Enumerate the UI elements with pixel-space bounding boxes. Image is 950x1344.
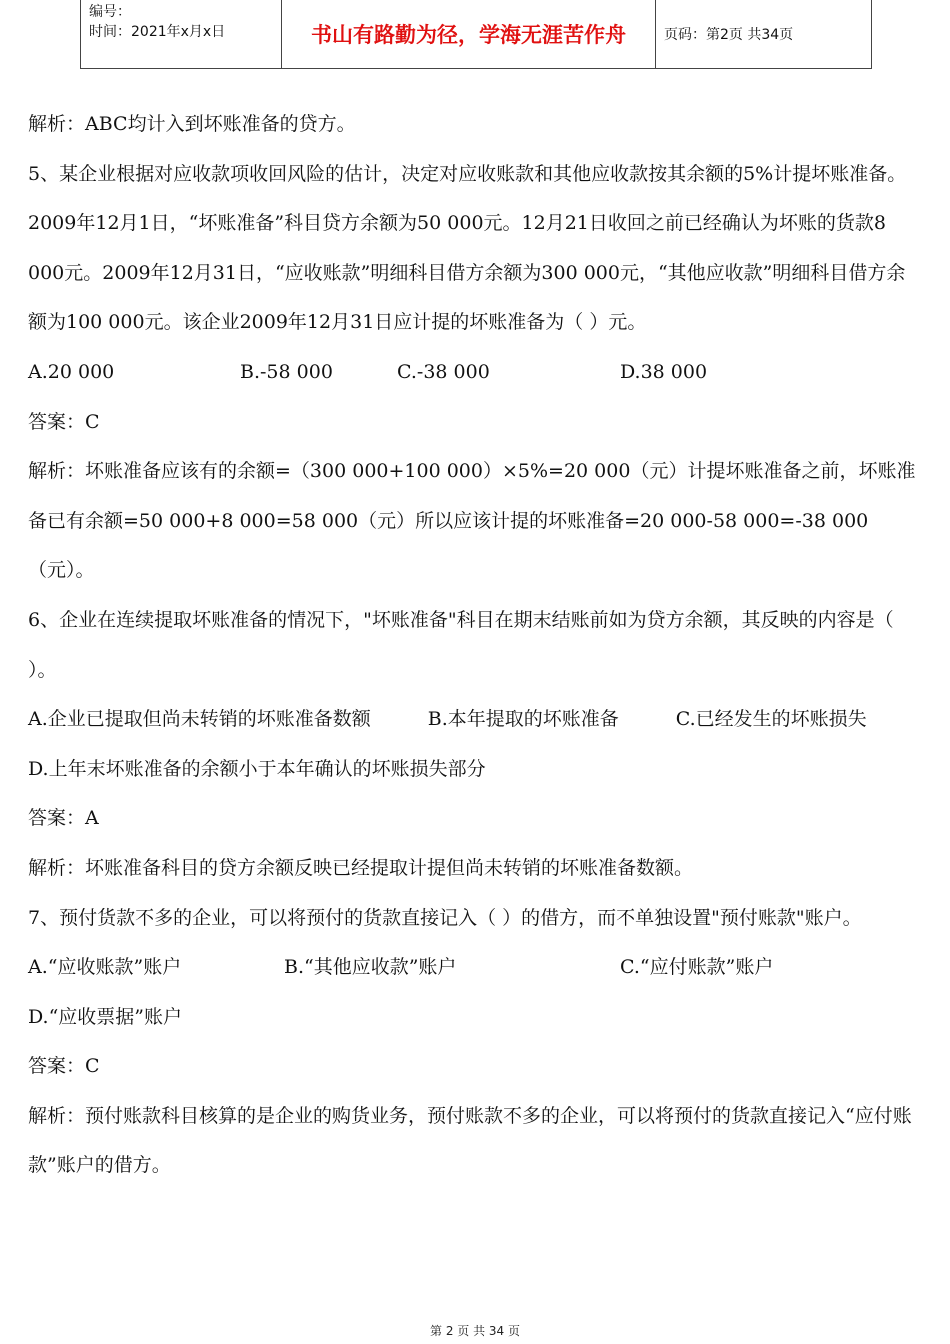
page-header xyxy=(80,0,872,69)
answer-5: 答案：C xyxy=(28,410,100,433)
question-6-options: A.企业已提取但尚未转销的坏账准备数额 B.本年提取的坏账准备 C.已经发生的坏账损失 D.上年末坏账准备的余额小于本年确认的坏账损失部分 xyxy=(28,708,924,780)
time-label: 时间：2021年x月x日 xyxy=(89,24,226,40)
answer-6: 答案：A xyxy=(28,807,99,830)
header-motto: 书山有路勤为径，学海无涯苦作舟 xyxy=(282,0,656,68)
analysis-7: 解析：预付账款科目核算的是企业的购货业务，预付账款不多的企业，可以将预付的货款直接记入“应付账款”账户的借方。 xyxy=(28,1104,912,1177)
question-5-options xyxy=(28,348,924,398)
analysis-prev: 解析：ABC均计入到坏账准备的贷方。 xyxy=(28,113,356,135)
option-b: B.“其他应收款”账户 xyxy=(284,956,457,979)
header-meta xyxy=(81,0,282,68)
option-a: A.20 000 xyxy=(28,360,115,383)
question-6: 6、企业在连续提取坏账准备的情况下，"坏账准备"科目在期末结账前如为贷方余额，其反映的内容是（ ）。 xyxy=(28,608,894,681)
page-footer: 第 2 页 共 34 页 xyxy=(430,1324,520,1338)
option-a: A.“应收账款”账户 xyxy=(28,956,182,979)
option-d: D.38 000 xyxy=(620,360,708,383)
option-d: D.“应收票据”账户 xyxy=(28,1005,183,1028)
option-c: C.“应付账款”账户 xyxy=(620,956,774,979)
document-body xyxy=(28,100,924,1191)
option-c: C.-38 000 xyxy=(397,360,490,383)
analysis-6: 解析：坏账准备科目的贷方余额反映已经提取计提但尚未转销的坏账准备数额。 xyxy=(28,856,694,879)
header-page-label: 页码：第2页 共34页 xyxy=(664,27,794,43)
option-b: B.-58 000 xyxy=(240,360,333,383)
analysis-5: 解析：坏账准备应该有的余额=（300 000+100 000）×5%=20 000（元）计提坏账准备之前，坏账准备已有余额=50 000+8 000=58 000（元）所以应该计提的坏账准备=20 000-58 000=-38 000（元）。 xyxy=(28,460,916,582)
question-5: 5、某企业根据对应收款项收回风险的估计，决定对应收账款和其他应收款按其余额的5%计提坏账准备。2009年12月1日，“坏账准备”科目贷方余额为50 000元。12月21日收回之前已经确认为坏账的货款8 000元。2009年12月31日，“应收账款”明细科目借方余额为300 000元，“其他应收款”明细科目借方余额为100 000元。该企业2009年12月31日应计提的坏账准备为（ ）元。 xyxy=(28,162,907,334)
question-7-options xyxy=(28,943,924,993)
question-7: 7、预付货款不多的企业，可以将预付的货款直接记入（ ）的借方，而不单独设置"预付账款"账户。 xyxy=(28,906,862,929)
number-label: 编号： xyxy=(89,4,131,20)
answer-7: 答案：C xyxy=(28,1055,100,1078)
